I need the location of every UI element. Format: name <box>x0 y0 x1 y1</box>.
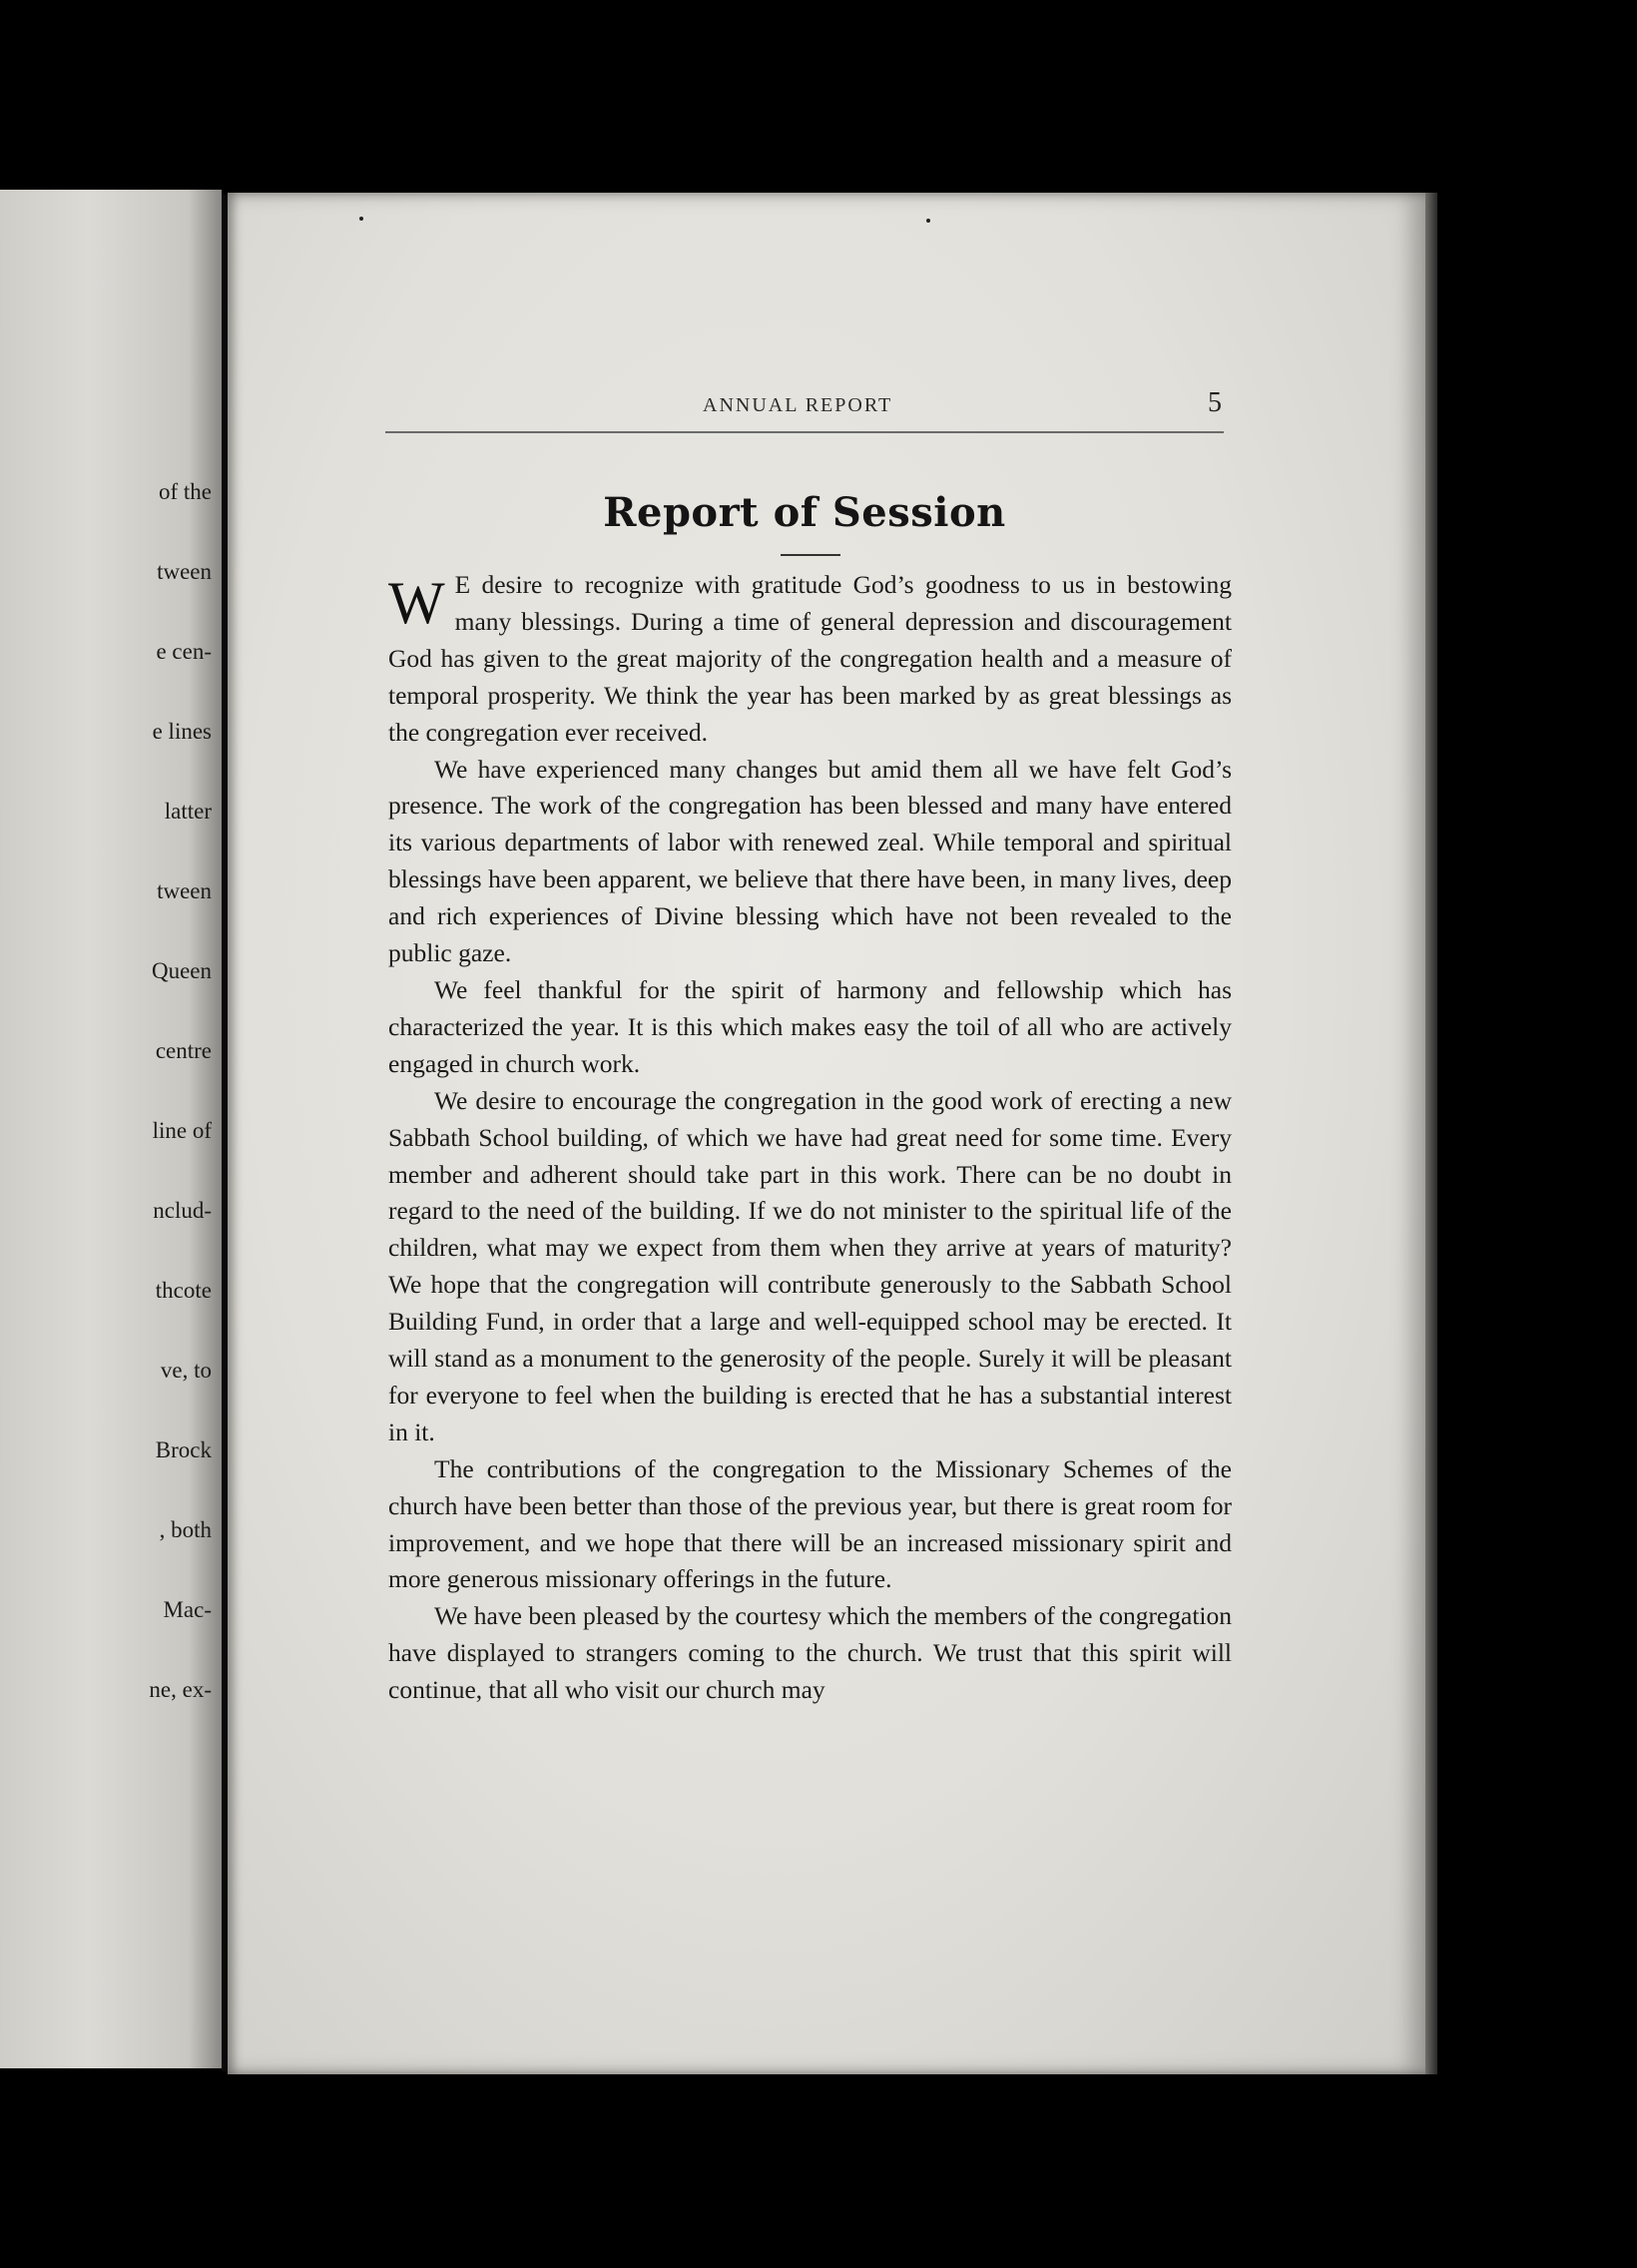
left-page-line: Mac- <box>163 1597 212 1622</box>
paragraph: We have been pleased by the courtesy which the members of the congregation have displayed to strangers coming to the church. We trust that this spirit will continue, that all who visit our church may <box>388 1601 1232 1705</box>
left-page-line: Brock <box>155 1437 212 1462</box>
paragraph: We have experienced many changes but amid them all we have felt God’s presence. The work of the congregation has been blessed and many have entered its various departments of labor with renewed zeal. While temporal and spiritual blessings have been apparent, we believe that there have been, in many lives, deep and rich experiences of Divine blessing which have not been revealed to the public gaze. <box>388 754 1232 968</box>
page-number: 5 <box>1208 387 1222 418</box>
ink-speck <box>359 217 363 221</box>
body-text <box>388 567 1232 1709</box>
left-page-line: e cen- <box>156 639 212 664</box>
page-edge-shadow <box>1425 193 1437 2074</box>
ink-speck <box>926 219 930 223</box>
left-page-line: latter <box>164 799 212 824</box>
left-page-line: centre <box>155 1038 212 1063</box>
paragraph: The contributions of the congregation to the Missionary Schemes of the church have been better than those of the previous year, but there is great room for improvement, and we hope that there will be an increased missionary spirit and more generous missionary offerings in the future. <box>388 1453 1232 1594</box>
section-heading: Report of Session <box>603 489 1006 536</box>
heading-rule <box>781 554 840 556</box>
paragraph: We feel thankful for the spirit of harmony and fellowship which has characterized the year. It is this which makes easy the toil of all who are actively engaged in church work. <box>388 974 1232 1078</box>
left-page-line: e lines <box>152 719 212 744</box>
left-page-line: tween <box>157 878 212 903</box>
left-page-line: Queen <box>151 958 212 983</box>
running-title: ANNUAL REPORT <box>703 394 893 416</box>
previous-page-fragment <box>0 190 222 2068</box>
running-header <box>385 387 1224 433</box>
left-page-line: nclud- <box>153 1198 212 1223</box>
paragraph-text: E desire to recognize with gratitude God’s goodness to us in bestowing many blessings. During a time of general depression and discouragement God has given to the great majority of the congregation health and a measure of temporal prosperity. We think the year has been marked by as great blessings as the congregation ever received. <box>388 570 1232 747</box>
drop-cap: W <box>388 570 445 636</box>
paragraph <box>388 567 1232 752</box>
left-page-line: , both <box>159 1517 212 1542</box>
paragraph: We desire to encourage the congregation in the good work of erecting a new Sabbath School building, of which we have had great need for some time. Every member and adherent should take part in this work. There can be no doubt in regard to the need of the building. If we do not minister to the spiritual life of the children, what may we expect from them when they arrive at years of maturity? We hope that the congregation will contribute generously to the Sabbath School Building Fund, in order that a large and well-equipped school may be erected. It will stand as a monument to the generosity of the people. Surely it will be pleasant for everyone to feel when the building is erected that he has a substantial interest in it. <box>388 1085 1232 1446</box>
left-page-line: of the <box>158 479 212 504</box>
left-page-line: tween <box>157 559 212 584</box>
left-page-line: ne, ex- <box>149 1677 212 1702</box>
left-page-line: line of <box>152 1118 212 1143</box>
left-page-line: ve, to <box>160 1358 212 1383</box>
left-page-line: thcote <box>155 1278 212 1303</box>
